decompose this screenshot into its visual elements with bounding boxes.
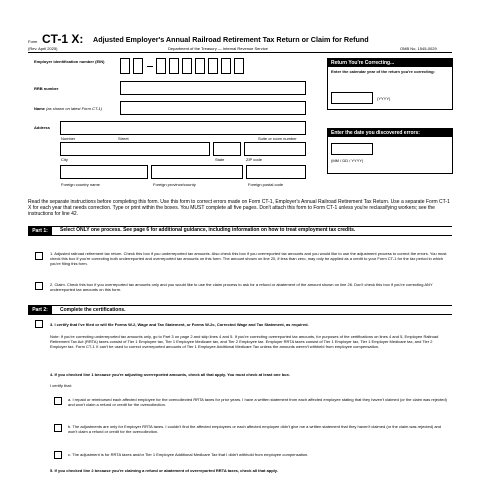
city-label: City	[61, 157, 68, 162]
ein-digit[interactable]	[234, 58, 244, 74]
address-label: Address	[34, 125, 51, 130]
line4b-checkbox[interactable]	[54, 424, 62, 432]
ein-dash	[147, 66, 153, 67]
suite-label: Suite or room number	[258, 136, 297, 141]
line4a-text: a. I repaid or reimbursed each affected employee for the overcollected RRTA taxes for prior years. I have a written statement from each affected employee stating that they haven't claimed (or the claim was rejected) and won't claim a refund or credit for the overcollection.	[68, 397, 447, 407]
line2-checkbox[interactable]	[35, 282, 43, 290]
state-input[interactable]	[213, 142, 241, 156]
foreign-country-label: Foreign country name	[61, 182, 100, 187]
city-input[interactable]	[60, 142, 210, 156]
year-input[interactable]	[331, 92, 373, 104]
ein-digit[interactable]	[221, 58, 231, 74]
foreign-province-label: Foreign province/county	[153, 182, 196, 187]
correcting-heading: Return You're Correcting...	[328, 59, 452, 67]
ein-digit[interactable]	[156, 58, 166, 74]
rrb-label: RRB number	[34, 86, 59, 91]
line1-text: 1. Adjusted railroad retirement tax return. Check this box if you underreported tax amounts. Also check this box if you overreported tax amounts and you would like to use the adjustment process to correct the errors. You must check this box if you're correcting both underreported and overreported tax amounts on this form. The amount shown on line 20, if less than zero, may only be applied as a credit to your Form CT-1 for the tax period in which you're filing this form.	[50, 251, 447, 266]
discovered-heading: Enter the date you discovered errors:	[328, 129, 452, 137]
address-street-input[interactable]	[60, 121, 306, 135]
certify-text: I certify that:	[50, 383, 72, 388]
correcting-prompt: Enter the calendar year of the return you're correcting:	[331, 69, 435, 74]
form-prefix: Form	[28, 39, 38, 44]
line4a-checkbox[interactable]	[54, 397, 62, 405]
street-label: Street	[118, 136, 129, 141]
name-label-row	[34, 106, 102, 111]
note-text: Note: If you're correcting underreported tax amounts only, go to Part 3 on page 2 and skip lines 4 and 5. If you're correcting overreported tax amounts, for purposes of the certifications on lines 4 and 5, Employee Railroad Retirement Tax Act (RRTA) taxes consist of Tier 1 Employee tax, Tier 1 Employee Medicare tax, and Tier 2 Employee tax. Employer RRTA taxes consist of Tier 1 Employer tax, Tier 1 Employer Medicare tax, and Tier 2 Employer tax. Form CT-1 X can't be used to correct overreported amounts of Tier 1 Employee Additional Medicare Tax unless the amounts weren't withheld from employee compensation.	[50, 334, 439, 349]
form-number: CT-1 X:	[42, 32, 84, 46]
name-hint: (as shown on latest Form CT-1)	[46, 106, 102, 111]
name-input[interactable]	[120, 101, 306, 115]
ein-digit[interactable]	[195, 58, 205, 74]
foreign-country-input[interactable]	[60, 165, 148, 179]
number-label: Number	[61, 136, 76, 141]
foreign-postal-input[interactable]	[246, 165, 306, 179]
ein-digit[interactable]	[133, 58, 143, 74]
foreign-province-input[interactable]	[151, 165, 243, 179]
discovered-date-input[interactable]	[331, 143, 373, 155]
line4b-text: b. The adjustments are only for Employer RRTA taxes. I couldn't find the affected employees or each affected employee didn't give me a written statement that they haven't claimed (or the claim was rejected) and won't claim a refund or credit for the overcollection.	[68, 424, 442, 434]
omb-number: OMB No. 1545-0029	[400, 46, 437, 51]
state-label: State	[215, 157, 225, 162]
ein-digit[interactable]	[208, 58, 218, 74]
part1-label: Part 1:	[28, 227, 52, 235]
line4-text: 4. If you checked line 1 because you're adjusting overreported amounts, check all that apply. You must check at least one box.	[50, 372, 290, 377]
line2-text: 2. Claim. Check this box if you overreported tax amounts only and you would like to use the claim process to ask for a refund or abatement of the amount shown on line 26. Don't check this box if you're correcting ANY underreported tax amounts on this form.	[50, 282, 433, 292]
foreign-postal-label: Foreign postal code	[248, 182, 284, 187]
zip-label: ZIP code	[246, 157, 262, 162]
part1-title: Select ONLY one process. See page 6 for additional guidance, including information on how to treat employment tax credits.	[60, 227, 356, 233]
line3-text: 3. I certify that I've filed or will file Forms W-2, Wage and Tax Statement, or Forms W-2c, Corrected Wage and Tax Statement, as required.	[50, 322, 309, 327]
line4c-text: c. The adjustment is for RRTA taxes and/or Tier 1 Employee Additional Medicare Tax that I didn't withhold from employee compensation.	[68, 452, 309, 457]
revision-date: (Rev. April 2025)	[28, 46, 58, 51]
intro-text: Read the separate instructions before completing this form. Use this form to correct errors made on Form CT-1, Employer's Annual Railroad Retirement Tax Return. Use a separate Form CT-1 X for each year that needs correction. Type or print within the boxes. You MUST complete all five pages. Don't attach this form to Form CT-1 unless you're reclassifying workers; see the instructions for line 42.	[28, 199, 450, 217]
ein-digit[interactable]	[120, 58, 130, 74]
line4c-checkbox[interactable]	[54, 451, 62, 459]
header-rule	[28, 52, 452, 53]
discovered-date-hint: (MM / DD / YYYY)	[331, 158, 364, 163]
name-label: Name	[34, 106, 45, 111]
year-hint: (YYYY)	[377, 96, 391, 101]
ein-digit[interactable]	[182, 58, 192, 74]
rrb-number-input[interactable]	[120, 81, 306, 95]
line1-checkbox[interactable]	[35, 252, 43, 260]
ein-label: Employer identification number (EIN)	[34, 59, 105, 64]
ein-digit[interactable]	[169, 58, 179, 74]
zip-input[interactable]	[244, 142, 306, 156]
part2-label: Part 2:	[28, 306, 52, 314]
line5-text: 5. If you checked line 2 because you're claiming a refund or abatement of overreported RRTA taxes, check all that apply.	[50, 468, 278, 473]
line3-checkbox[interactable]	[35, 320, 43, 328]
department-line: Department of the Treasury — Internal Revenue Service	[168, 46, 268, 51]
part2-title: Complete the certifications.	[60, 307, 126, 313]
form-title: Adjusted Employer's Annual Railroad Retirement Tax Return or Claim for Refund	[93, 35, 369, 44]
